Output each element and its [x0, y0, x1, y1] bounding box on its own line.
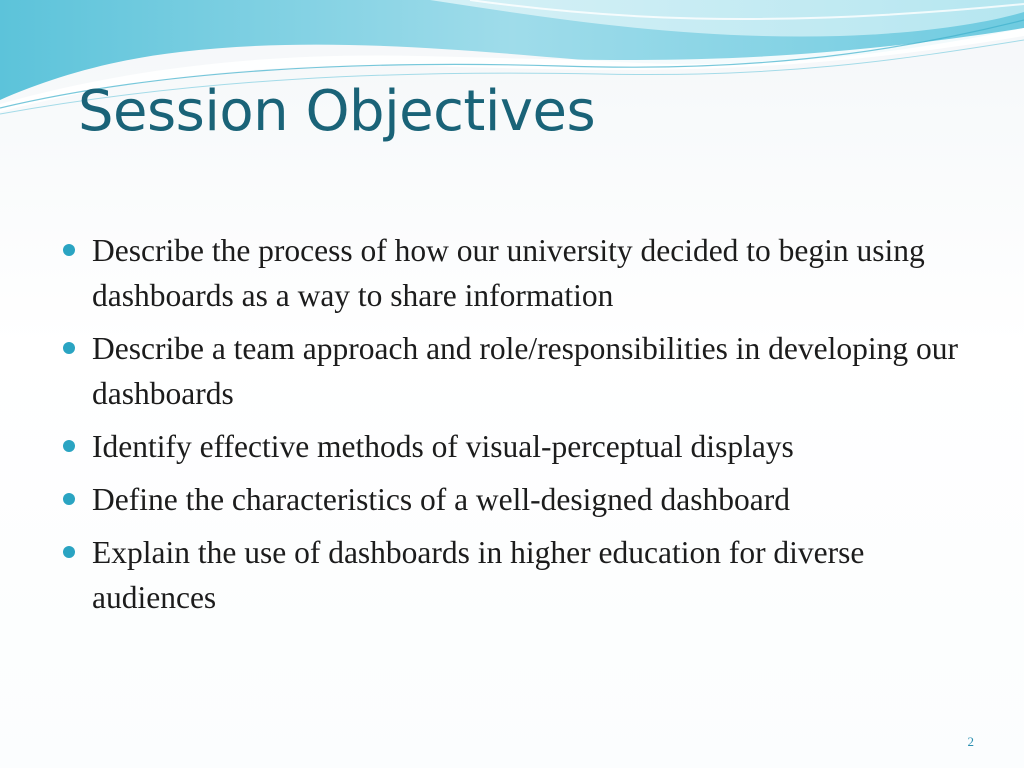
slide-title: Session Objectives [78, 79, 596, 144]
bullet-dot-icon [63, 244, 75, 256]
bullet-dot-icon [63, 493, 75, 505]
bullet-item [62, 326, 992, 416]
bullet-item [62, 530, 992, 620]
bullet-dot-icon [63, 342, 75, 354]
bullet-text: Describe a team approach and role/responsibilities in developing our dashboards [92, 331, 958, 411]
bullet-dot-icon [63, 440, 75, 452]
bullet-text: Explain the use of dashboards in higher education for diverse audiences [92, 535, 865, 615]
bullet-text: Define the characteristics of a well-designed dashboard [92, 482, 790, 517]
bullet-dot-icon [63, 546, 75, 558]
bullet-item [62, 228, 992, 318]
bullet-item [62, 477, 992, 522]
bullet-text: Describe the process of how our university decided to begin using dashboards as a way to share information [92, 233, 925, 313]
page-number: 2 [967, 734, 974, 749]
bullet-list [62, 228, 992, 628]
bullet-item [62, 424, 992, 469]
bullet-text: Identify effective methods of visual-perceptual displays [92, 429, 794, 464]
